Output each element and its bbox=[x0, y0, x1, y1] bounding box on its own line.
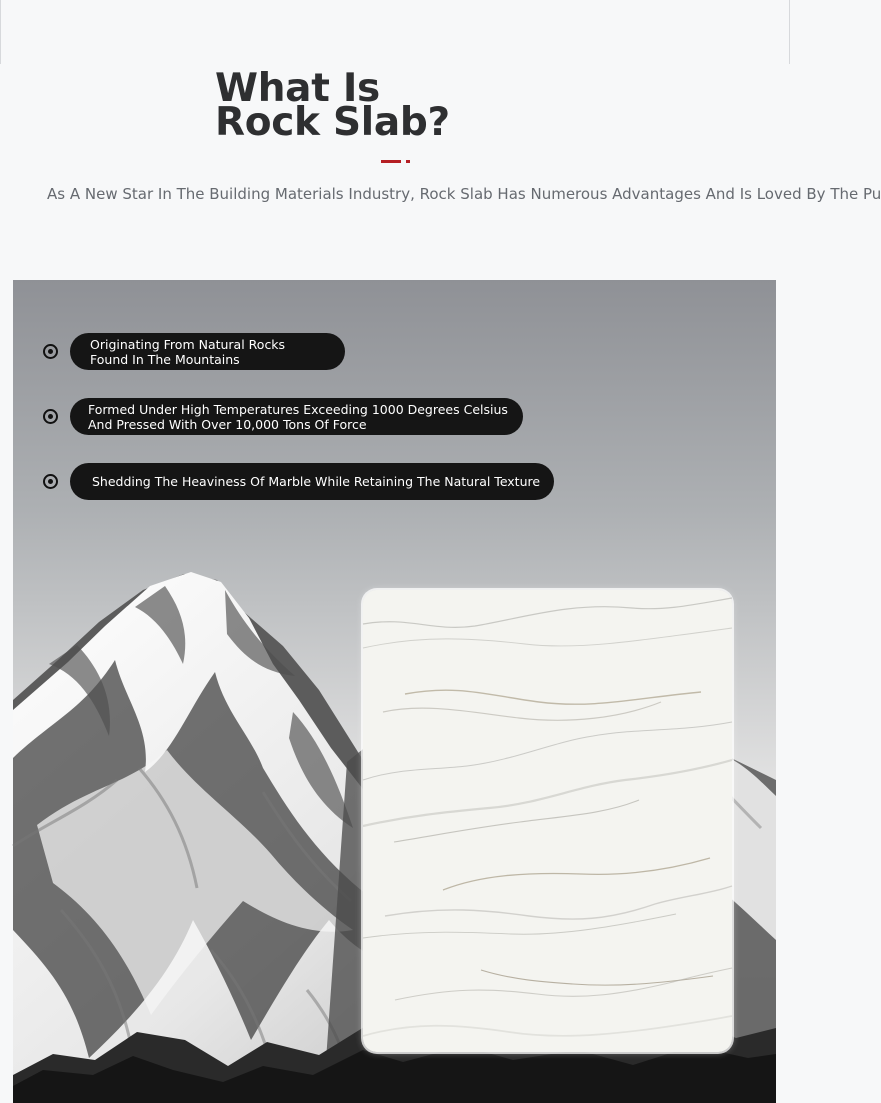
feature-label-pill bbox=[70, 398, 523, 435]
feature-marker-icon bbox=[43, 474, 58, 489]
title-accent-line bbox=[381, 160, 401, 163]
rock-slab-product-image bbox=[363, 590, 732, 1052]
feature-label-pill bbox=[70, 463, 554, 500]
mountain-hero bbox=[13, 280, 776, 1103]
page-title: What Is Rock Slab? bbox=[215, 66, 450, 145]
feature-marker-icon bbox=[43, 344, 58, 359]
feature-label-text: Originating From Natural Rocks Found In The Mountains bbox=[90, 336, 286, 367]
left-divider bbox=[0, 0, 1, 64]
title-accent-dot bbox=[406, 160, 410, 163]
right-divider bbox=[789, 0, 790, 64]
feature-label-pill bbox=[70, 333, 345, 370]
feature-marker-icon bbox=[43, 409, 58, 424]
marble-slab-texture bbox=[363, 590, 732, 1052]
page-subtitle: As A New Star In The Building Materials Industry, Rock Slab Has Numerous Advantages And Is Loved By The Pu bbox=[47, 185, 881, 203]
feature-label-text: Formed Under High Temperatures Exceeding 1000 Degrees Celsius And Pressed With Over 10,000 Tons Of Force bbox=[88, 401, 508, 432]
feature-high-temperature bbox=[43, 398, 543, 436]
feature-label-text: Shedding The Heaviness Of Marble While Retaining The Natural Texture bbox=[92, 474, 541, 489]
feature-natural-rocks bbox=[43, 333, 363, 371]
feature-natural-texture bbox=[43, 463, 563, 501]
